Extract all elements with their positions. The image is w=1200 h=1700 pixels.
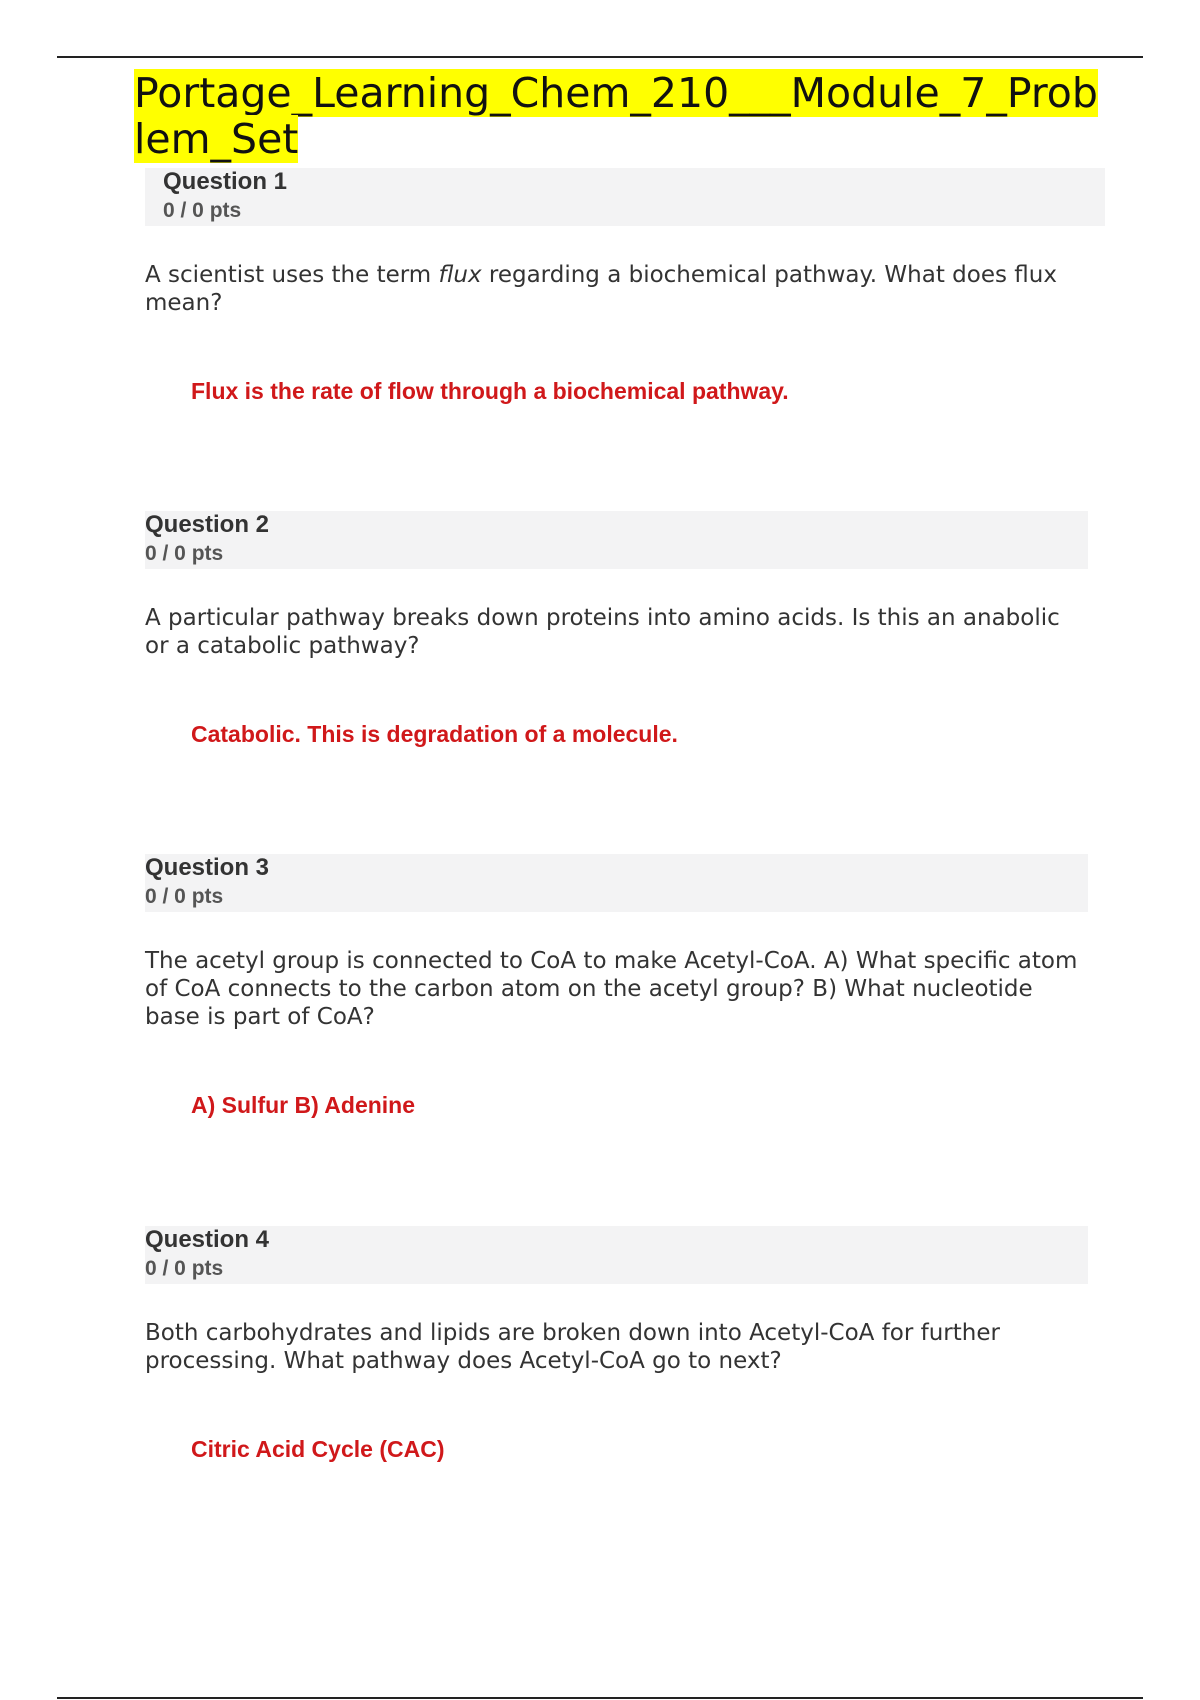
question-2-answer: Catabolic. This is degradation of a molecule. [191,721,678,747]
question-3-text: The acetyl group is connected to CoA to make Acetyl-CoA. A) What specific atom of CoA connects to the carbon atom on the acetyl group? B) What nucleotide base is part of CoA? [145,948,1078,1030]
question-1-text-emphasis: flux [438,262,482,288]
question-1-points: 0 / 0 pts [163,199,242,222]
question-2-text: A particular pathway breaks down proteins into amino acids. Is this an anabolic or a catabolic pathway? [145,605,1060,659]
bottom-rule [57,1697,1143,1699]
question-3-answer: A) Sulfur B) Adenine [191,1092,416,1118]
question-3-header [145,854,1088,912]
question-4-points: 0 / 0 pts [145,1257,224,1280]
question-4-text: Both carbohydrates and lipids are broken down into Acetyl-CoA for further processing. What pathway does Acetyl-CoA go to next? [145,1320,1000,1374]
top-rule [57,56,1143,58]
question-2-header [145,511,1088,569]
question-1-answer: Flux is the rate of flow through a biochemical pathway. [191,378,789,404]
question-1-header [145,168,1105,226]
question-4-label: Question 4 [145,1226,270,1253]
question-1-text-after: regarding a biochemical pathway. What does flux mean? [145,262,1057,316]
title-highlight: Portage_Learning_Chem_210___Module_7_Problem_Set [134,69,1098,163]
document-title [134,70,1100,162]
question-1-text-before: A scientist uses the term [145,262,439,288]
question-2-points: 0 / 0 pts [145,542,224,565]
question-3-points: 0 / 0 pts [145,885,224,908]
question-1-text [145,261,1085,317]
question-3-label: Question 3 [145,854,270,881]
question-4-header [145,1226,1088,1284]
question-2-label: Question 2 [145,511,270,538]
question-1-label: Question 1 [163,168,288,195]
question-4-answer: Citric Acid Cycle (CAC) [191,1436,445,1462]
